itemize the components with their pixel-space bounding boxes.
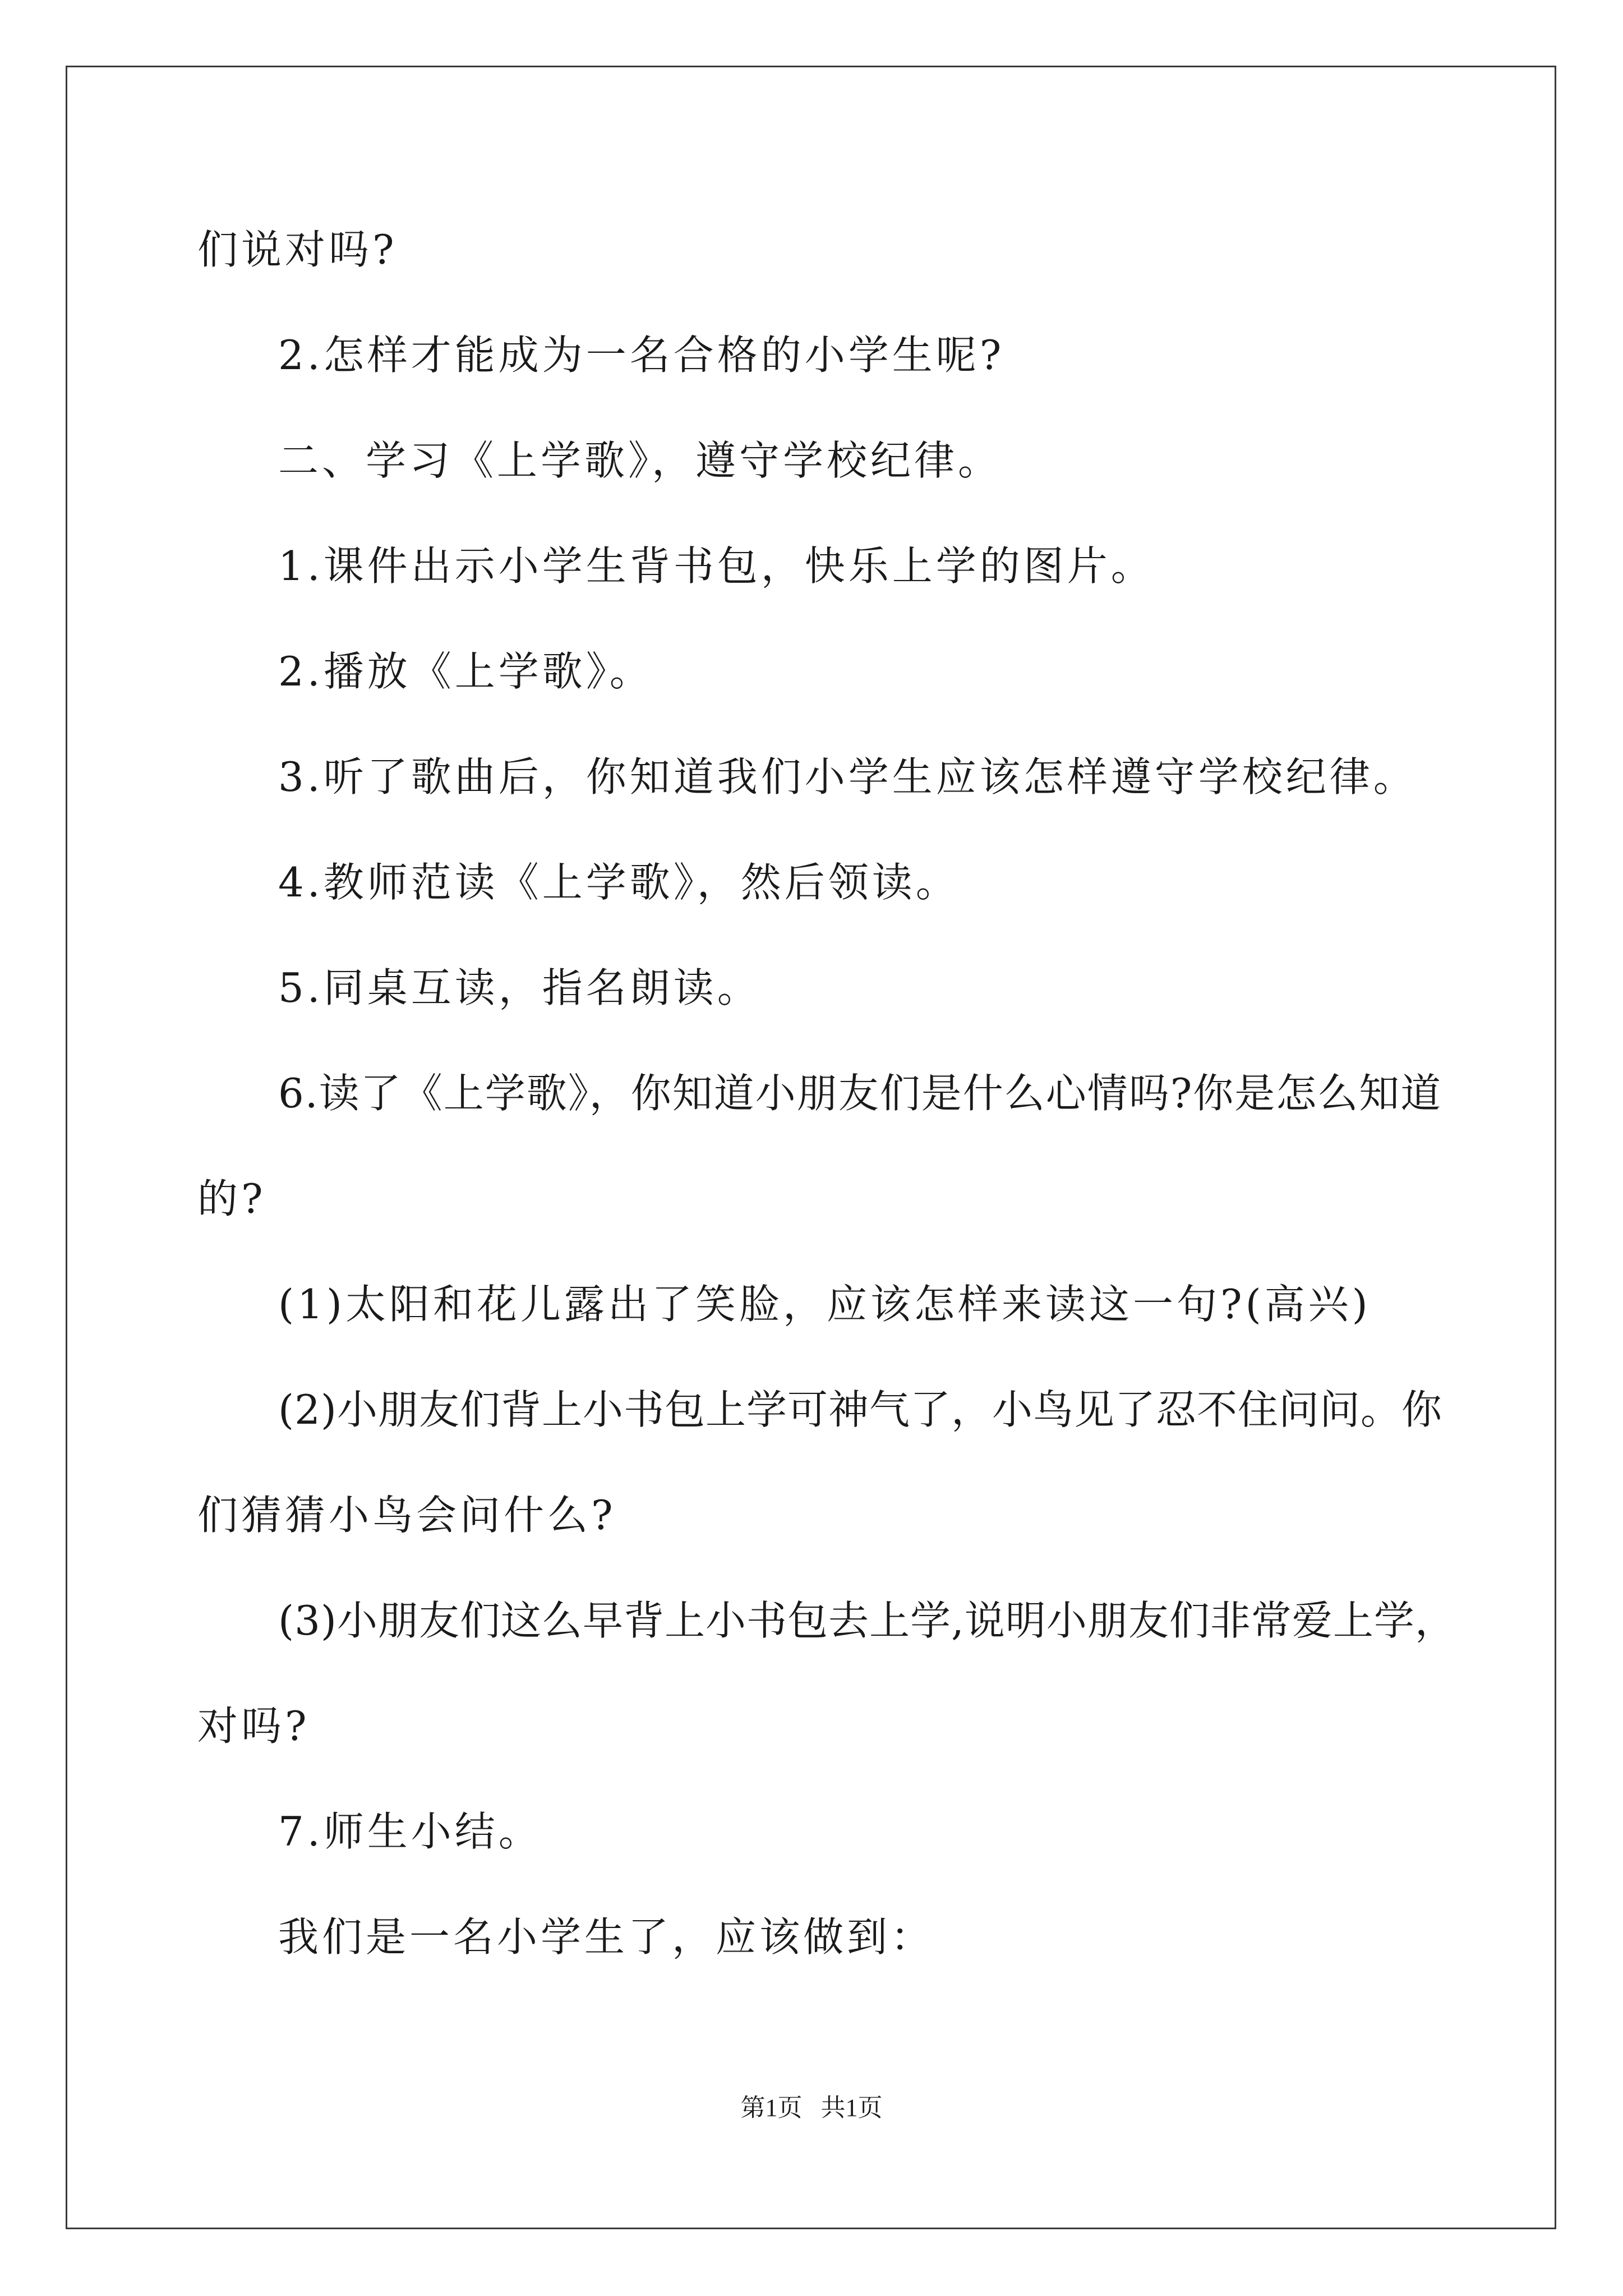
paragraph-line: 3.听了歌曲后，你知道我们小学生应该怎样遵守学校纪律。 (278, 753, 1417, 800)
page-border (66, 66, 1556, 2229)
paragraph-line: 5.同桌互读，指名朗读。 (278, 964, 761, 1011)
paragraph-line: 7.师生小结。 (278, 1808, 542, 1855)
section-heading: 二、学习《上学歌》，遵守学校纪律。 (278, 437, 1002, 484)
paragraph-line: 4.教师范读《上学歌》，然后领读。 (278, 859, 960, 906)
paragraph-line: 们猜猜小鸟会问什么? (197, 1492, 616, 1539)
paragraph-line: 2.怎样才能成为一名合格的小学生呢? (278, 332, 1005, 379)
paragraph-line: 2.播放《上学歌》。 (278, 648, 653, 695)
paragraph-line: 我们是一名小学生了，应该做到： (278, 1913, 935, 1961)
paragraph-line: 们说对吗? (197, 226, 398, 273)
paragraph-line: 对吗? (197, 1703, 310, 1750)
paragraph-line: 6.读了《上学歌》，你知道小朋友们是什么心情吗?你是怎么知道 (278, 1070, 1442, 1117)
paragraph-line: (1)太阳和花儿露出了笑脸，应该怎样来读这一句?(高兴) (278, 1281, 1371, 1328)
paragraph-line: 的? (197, 1175, 266, 1222)
paragraph-line: (3)小朋友们这么早背上小书包去上学,说明小朋友们非常爱上学， (278, 1597, 1456, 1644)
paragraph-line: 1.课件出示小学生背书包，快乐上学的图片。 (278, 542, 1155, 590)
paragraph-line: (2)小朋友们背上小书包上学可神气了，小鸟见了忍不住问问。你 (278, 1386, 1442, 1433)
page-footer: 第1页 共1页 (740, 2094, 883, 2122)
